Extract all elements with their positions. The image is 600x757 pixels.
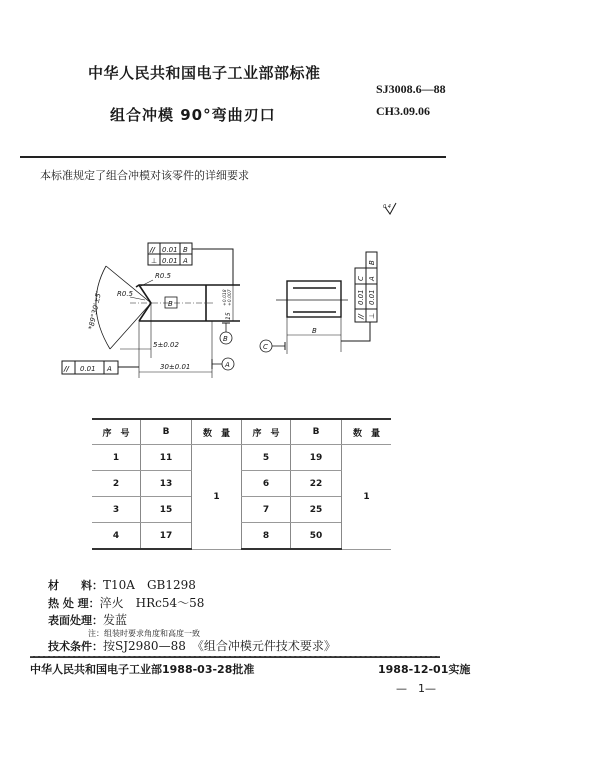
svg-text:C: C	[357, 276, 365, 281]
svg-text:0.01: 0.01	[357, 289, 365, 305]
width-dimension: B	[312, 327, 317, 335]
svg-text://: //	[150, 246, 156, 254]
effective-date: 1988-12-01实施	[378, 663, 471, 676]
approval-line: 中华人民共和国电子工业部1988-03-28批准	[30, 663, 255, 676]
footer-divider	[30, 656, 440, 658]
intro-text: 本标准规定了组合冲模对该零件的详细要求	[40, 169, 249, 182]
datum-b: B	[223, 335, 228, 343]
front-view	[62, 243, 240, 378]
height-dimension: 15	[225, 312, 232, 320]
angle-dimension: *89°30'±5'	[87, 290, 104, 331]
roughness-value: 0.4	[383, 204, 391, 210]
svg-text://: //	[357, 313, 365, 319]
right-quantity: 1	[342, 445, 392, 550]
side-view	[260, 252, 377, 354]
svg-text:⊥: ⊥	[368, 312, 376, 319]
table-row: 2 13 6 22	[92, 471, 391, 497]
technical-drawing	[0, 190, 600, 390]
svg-text:B: B	[183, 246, 188, 254]
svg-text:0.01: 0.01	[368, 289, 376, 305]
svg-text:R0.5: R0.5	[117, 290, 133, 298]
svg-text:+0.007: +0.007	[228, 289, 233, 306]
svg-text:0.01: 0.01	[80, 365, 96, 373]
offset-dimension: 5±0.02	[153, 341, 179, 349]
fcf-bottom-icon	[62, 361, 139, 374]
table-row: 1 11 1 5 19 1	[92, 445, 391, 471]
spec-note: 注：组装时要求角度和高度一致	[88, 629, 200, 638]
classification-code: CH3.09.06	[376, 104, 430, 118]
spec-material: 材 料：T10A GB1298	[48, 578, 196, 592]
table-row: 4 17 8 50	[92, 523, 391, 550]
standard-number: SJ3008.6—88	[376, 82, 446, 96]
header-b: B	[291, 419, 342, 445]
table-header-row	[92, 419, 391, 445]
datum-c: C	[263, 343, 268, 351]
length-dimension: 30±0.01	[160, 363, 191, 371]
header-divider	[20, 156, 446, 158]
svg-text:+0.018: +0.018	[223, 289, 228, 306]
svg-text:A: A	[368, 276, 376, 281]
svg-text:0.01: 0.01	[162, 246, 178, 254]
svg-text:A: A	[183, 257, 188, 265]
svg-text://: //	[64, 365, 70, 373]
svg-text:R0.5: R0.5	[155, 272, 171, 280]
svg-text:B: B	[368, 260, 376, 265]
datum-a: A	[225, 361, 230, 369]
header-qty: 数 量	[342, 419, 392, 445]
spec-surface-treatment: 表面处理：发蓝	[48, 613, 128, 627]
header-b: B	[141, 419, 192, 445]
svg-text:⊥: ⊥	[151, 257, 158, 265]
svg-text:A: A	[107, 365, 112, 373]
table-row: 3 15 7 25	[92, 497, 391, 523]
spec-technical-conditions: 技术条件：按SJ2980—88 《组合冲模元件技术要求》	[48, 639, 336, 653]
center-mark: B	[168, 300, 173, 308]
left-quantity: 1	[192, 445, 242, 550]
fcf-side-icon	[341, 252, 377, 341]
svg-text:0.01: 0.01	[162, 257, 178, 265]
spec-heat-treatment: 热 处 理：淬火 HRc54～58	[48, 596, 205, 610]
surface-roughness-icon	[383, 203, 396, 214]
size-table	[92, 418, 391, 550]
issuing-organization: 中华人民共和国电子工业部部标准	[88, 64, 321, 82]
header-qty: 数 量	[192, 419, 242, 445]
header-no: 序 号	[242, 419, 291, 445]
header-no: 序 号	[92, 419, 141, 445]
document-title: 组合冲模 90°弯曲刃口	[110, 106, 276, 124]
page-number: — 1—	[396, 682, 436, 695]
